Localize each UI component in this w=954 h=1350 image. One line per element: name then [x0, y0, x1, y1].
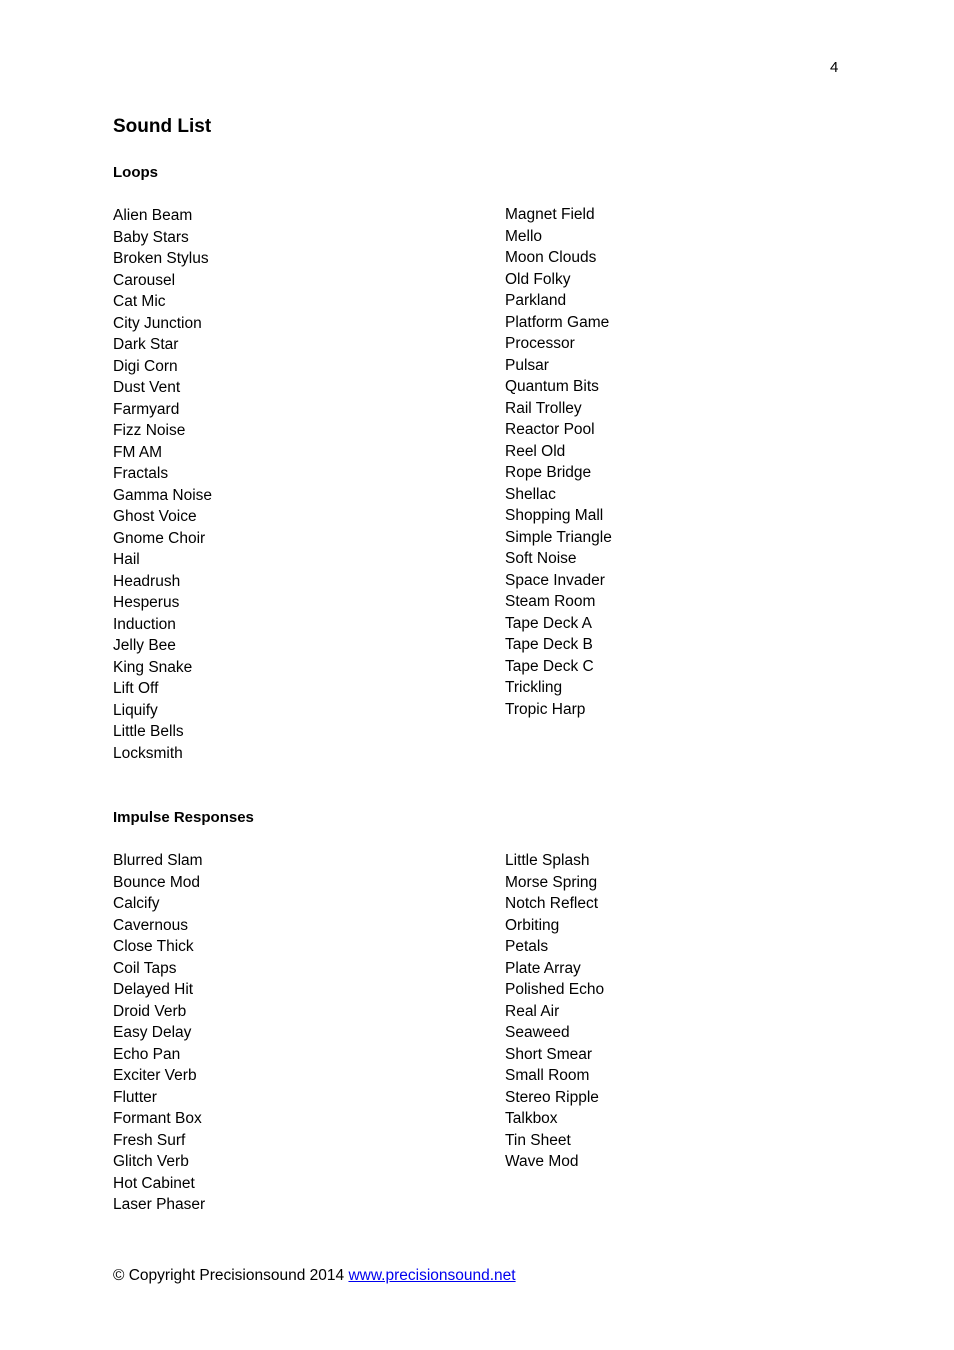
- sound-list-item: Tape Deck A: [505, 614, 593, 632]
- sound-list-item: Hail: [113, 551, 140, 568]
- sound-list-item: Reel Old: [505, 442, 566, 460]
- loops-list-left: [113, 205, 212, 764]
- sound-list-item: Headrush: [113, 572, 181, 590]
- impulse-responses-list-left: [113, 850, 205, 1216]
- sound-list-item: City Junction: [113, 314, 202, 332]
- sound-list-item: Tape Deck C: [505, 657, 594, 675]
- sound-list-item: Coil Taps: [113, 959, 177, 977]
- sound-list-item: Gamma Noise: [113, 486, 213, 504]
- sound-list-item: Hot Cabinet: [113, 1174, 195, 1192]
- sound-list-item: Liquify: [113, 701, 158, 719]
- sound-list-item: Tape Deck B: [505, 636, 593, 653]
- sound-list-item: Gnome Choir: [113, 529, 206, 547]
- sound-list-item: Stereo Ripple: [505, 1088, 599, 1106]
- sound-list-item: Talkbox: [505, 1110, 558, 1127]
- sound-list-item: Fizz Noise: [113, 422, 186, 439]
- sound-list-item: Plate Array: [505, 959, 581, 977]
- sound-list-item: Blurred Slam: [113, 852, 203, 869]
- sound-list-item: Lift Off: [113, 680, 159, 697]
- sound-list-item: Polished Echo: [505, 981, 605, 998]
- sound-list-item: Quantum Bits: [505, 378, 599, 395]
- sound-list-item: Reactor Pool: [505, 421, 595, 438]
- impulse-responses-heading: Impulse Responses: [113, 809, 254, 826]
- sound-list-item: Ghost Voice: [113, 508, 197, 525]
- sound-list-item: Moon Clouds: [505, 249, 597, 266]
- sound-list-item: Short Smear: [505, 1045, 593, 1063]
- sound-list-item: Mello: [505, 227, 543, 245]
- sound-list-item: Notch Reflect: [505, 895, 599, 912]
- loops-heading: Loops: [113, 164, 158, 181]
- sound-list-item: Bounce Mod: [113, 873, 201, 891]
- sound-list-item: Formant Box: [113, 1110, 202, 1127]
- sound-list-item: Rope Bridge: [505, 464, 592, 481]
- sound-list-item: Cavernous: [113, 916, 188, 934]
- sound-list-item: Tin Sheet: [505, 1131, 571, 1149]
- impulse-responses-list-right: [505, 850, 604, 1173]
- sound-list-item: Platform Game: [505, 313, 610, 331]
- sound-list-item: Digi Corn: [113, 357, 178, 375]
- sound-list-item: Steam Room: [505, 593, 596, 610]
- sound-list-item: King Snake: [113, 658, 193, 676]
- sound-list-item: Petals: [505, 938, 549, 955]
- sound-list-item: Baby Stars: [113, 228, 189, 246]
- sound-list-item: Carousel: [113, 271, 176, 289]
- sound-list-item: Glitch Verb: [113, 1153, 189, 1170]
- sound-list-item: Real Air: [505, 1002, 560, 1020]
- sound-list-item: Little Splash: [505, 852, 590, 869]
- sound-list-item: Droid Verb: [113, 1002, 187, 1020]
- sound-list-item: Parkland: [505, 292, 567, 309]
- sound-list-item: Processor: [505, 335, 575, 352]
- sound-list-item: Small Room: [505, 1067, 590, 1084]
- sound-list-item: Dust Vent: [113, 379, 181, 396]
- sound-list-item: Shellac: [505, 485, 556, 503]
- sound-list-item: Trickling: [505, 679, 563, 696]
- footer: [113, 1265, 516, 1286]
- sound-list-item: Farmyard: [113, 400, 180, 418]
- sound-list-item: Easy Delay: [113, 1024, 192, 1041]
- sound-list-item: Alien Beam: [113, 207, 193, 224]
- sound-list-item: Rail Trolley: [505, 399, 582, 417]
- sound-list-item: Locksmith: [113, 744, 183, 762]
- sound-list-item: Tropic Harp: [505, 700, 586, 718]
- sound-list-item: Morse Spring: [505, 873, 598, 891]
- sound-list-item: Close Thick: [113, 938, 194, 955]
- sound-list-item: Little Bells: [113, 723, 184, 740]
- sound-list-item: Calcify: [113, 895, 160, 912]
- sound-list-item: Echo Pan: [113, 1045, 181, 1063]
- sound-list-item: Pulsar: [505, 356, 549, 374]
- sound-list-item: Magnet Field: [505, 206, 595, 223]
- sound-list-item: Exciter Verb: [113, 1067, 197, 1084]
- sound-list-item: Space Invader: [505, 571, 605, 589]
- sound-list-item: Laser Phaser: [113, 1196, 206, 1213]
- copyright-text: © Copyright Precisionsound 2014: [113, 1267, 345, 1284]
- sound-list-item: Delayed Hit: [113, 981, 194, 998]
- sound-list-item: Simple Triangle: [505, 528, 612, 546]
- sound-list-item: Dark Star: [113, 336, 179, 353]
- sound-list-item: Induction: [113, 615, 176, 633]
- sound-list-item: Cat Mic: [113, 293, 166, 310]
- sound-list-item: Fractals: [113, 465, 169, 482]
- sound-list-item: Flutter: [113, 1088, 157, 1106]
- sound-list-item: FM AM: [113, 443, 163, 461]
- sound-list-item: Soft Noise: [505, 550, 577, 567]
- sound-list-item: Old Folky: [505, 270, 571, 288]
- website-link[interactable]: www.precisionsound.net: [348, 1267, 516, 1284]
- page-number: 4: [830, 59, 839, 76]
- sound-list-item: Wave Mod: [505, 1153, 579, 1170]
- sound-list-item: Orbiting: [505, 916, 560, 934]
- sound-list-item: Fresh Surf: [113, 1131, 186, 1149]
- sound-list-item: Hesperus: [113, 594, 180, 611]
- page-title: Sound List: [113, 116, 212, 137]
- sound-list-item: Broken Stylus: [113, 250, 209, 267]
- sound-list-item: Shopping Mall: [505, 507, 604, 524]
- sound-list-item: Jelly Bee: [113, 637, 176, 654]
- sound-list-item: Seaweed: [505, 1024, 570, 1041]
- loops-list-right: [505, 204, 612, 720]
